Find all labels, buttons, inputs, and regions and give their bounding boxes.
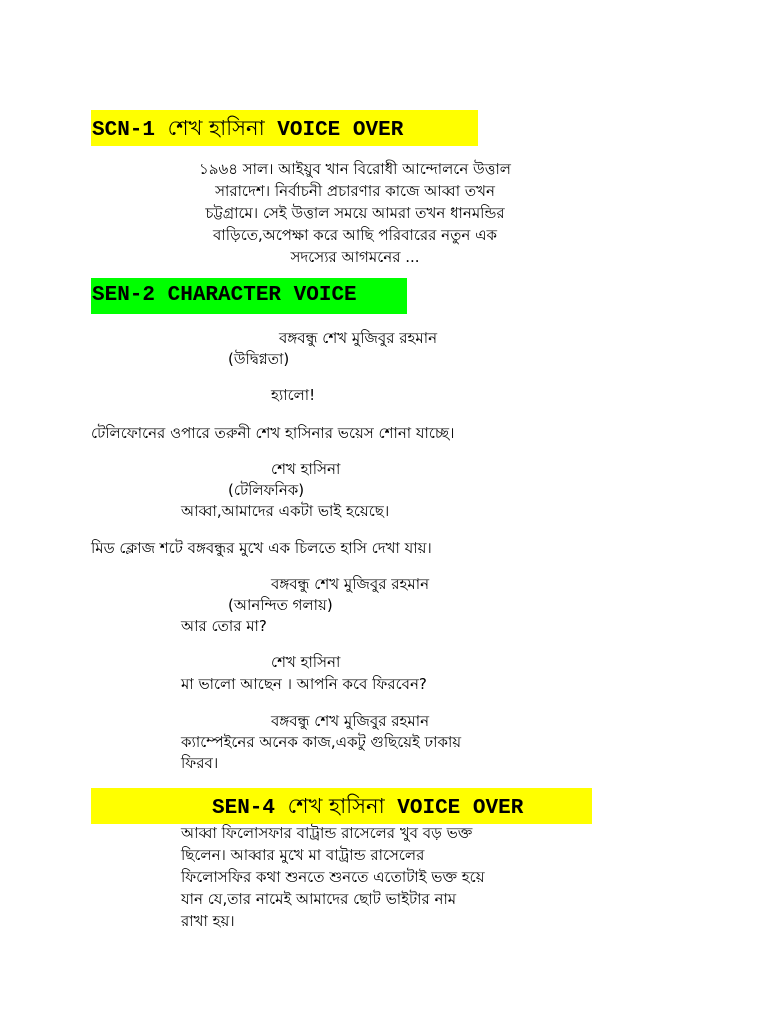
action-line: টেলিফোনের ওপারে তরুনী শেখ হাসিনার ভয়েস শোনা যাচ্ছে। (91, 424, 455, 442)
paragraph-line: সারাদেশ। নির্বাচনী প্রচারণার কাজে আব্বা তখন (215, 182, 495, 200)
paragraph-line: চট্টগ্রামে। সেই উত্তাল সময়ে আমরা তখন ধানমন্ডির (205, 204, 505, 222)
scene-paragraph-sen4 (181, 822, 485, 932)
scene-code: SCN-1 (92, 119, 168, 142)
character-name: বঙ্গবন্ধু শেখ মুজিবুর রহমান (271, 575, 430, 593)
scene-tag: VOICE OVER (264, 119, 404, 142)
parenthetical: (উদ্বিগ্নতা) (228, 350, 290, 368)
dialogue-line: ফিরব। (181, 754, 219, 772)
scene-paragraph-scn1 (170, 158, 540, 268)
scene-label: SEN-2 CHARACTER VOICE (92, 284, 357, 307)
paragraph-line: যান যে,তার নামেই আমাদের ছোট ভাইটার নাম (181, 890, 457, 908)
dialogue-line: হ্যালো! (271, 386, 316, 404)
parenthetical: (আনন্দিত গলায়) (228, 596, 333, 614)
parenthetical: (টেলিফনিক) (228, 481, 305, 499)
scene-heading-scn1 (91, 110, 478, 146)
scene-code: SEN-4 (212, 797, 288, 820)
character-name: বঙ্গবন্ধু শেখ মুজিবুর রহমান (271, 712, 430, 730)
paragraph-line: ছিলেন। আব্বার মুখে মা বাট্রান্ড রাসেলের (181, 846, 425, 864)
character-name: শেখ হাসিনা (271, 460, 341, 478)
scene-speaker: শেখ হাসিনা (167, 116, 265, 140)
paragraph-line: ১৯৬৪ সাল। আইয়ুব খান বিরোধী আন্দোলনে উত্তাল (199, 160, 511, 178)
paragraph-line: রাখা হয়। (181, 912, 235, 930)
scene-tag: VOICE OVER (384, 797, 524, 820)
paragraph-line: সদস্যের আগমনের ... (290, 248, 420, 266)
character-name: শেখ হাসিনা (271, 653, 341, 671)
scene-heading-sen4 (91, 788, 592, 824)
dialogue-line: মা ভালো আছেন । আপনি কবে ফিরবেন? (181, 675, 427, 693)
dialogue-line: আব্বা,আমাদের একটা ভাই হয়েছে। (181, 502, 390, 520)
scene-heading-sen2 (91, 278, 407, 314)
action-line: মিড ক্লোজ শটে বঙ্গবন্ধুর মুখে এক চিলতে হাসি দেখা যায়। (91, 539, 432, 557)
paragraph-line: বাড়িতে,অপেক্ষা করে আছি পরিবারের নতুন এক (213, 226, 497, 244)
scene-speaker: শেখ হাসিনা (287, 794, 385, 818)
dialogue-line: ক্যাম্পেইনের অনেক কাজ,একটু গুছিয়েই ঢাকায় (181, 733, 462, 751)
character-name: বঙ্গবন্ধু শেখ মুজিবুর রহমান (279, 329, 438, 347)
dialogue-line: আর তোর মা? (181, 617, 267, 635)
paragraph-line: ফিলোসফির কথা শুনতে শুনতে এতোটাই ভক্ত হয়ে (181, 868, 485, 886)
paragraph-line: আব্বা ফিলোসফার বাট্রান্ড রাসেলের খুব বড় ভক্ত (181, 824, 473, 842)
